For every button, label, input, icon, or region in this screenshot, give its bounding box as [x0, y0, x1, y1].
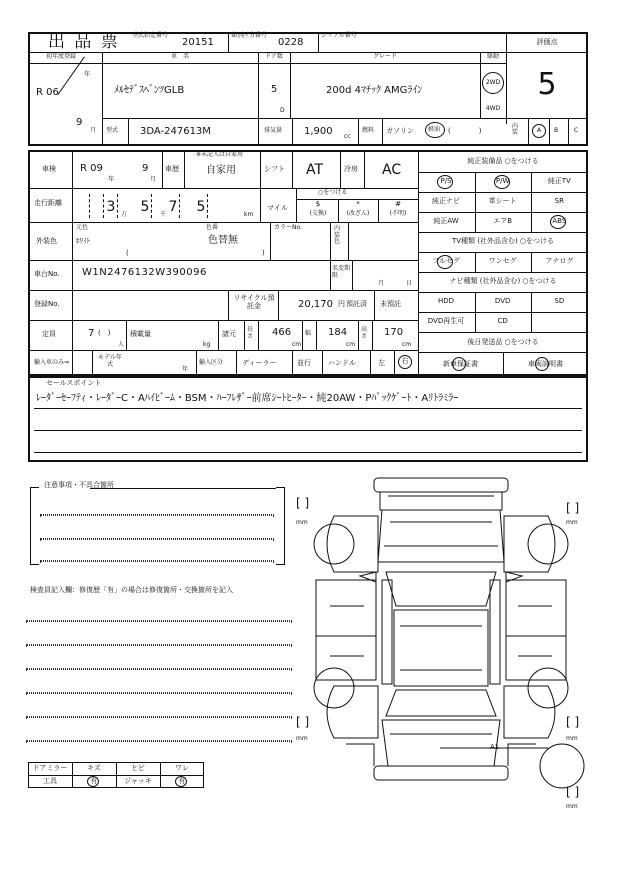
divider	[531, 312, 532, 332]
equipment-item: フルセグ	[432, 257, 460, 265]
divider	[418, 272, 588, 273]
ac: AC	[382, 162, 402, 178]
parallel: 並行	[297, 359, 311, 367]
model-year-label: モデル年式	[98, 354, 122, 369]
handle-left: 左	[378, 359, 385, 367]
divider	[318, 32, 319, 52]
later-manual-circle	[535, 357, 549, 371]
doors-label: ドア数	[265, 53, 283, 60]
unit-sen: 千	[160, 211, 167, 218]
cc-unit: cc	[344, 133, 351, 140]
first-reg-label: 初年度登録	[46, 53, 77, 60]
mileage-digit: 5	[196, 199, 206, 215]
height-label: 高さ	[361, 326, 368, 341]
sales-label: セールスポイント	[46, 379, 102, 387]
divider	[475, 192, 476, 212]
divider	[394, 350, 395, 376]
divider	[92, 350, 93, 376]
divider	[258, 52, 259, 146]
divider	[260, 188, 261, 222]
divider	[568, 118, 569, 146]
divider	[196, 350, 197, 376]
divider	[418, 192, 588, 193]
tamper-symbol: *	[356, 200, 360, 208]
caution-bracket-right	[276, 487, 285, 565]
tools-header: ヒビ	[131, 764, 145, 772]
inspector-label: 検査員記入欄：修復歴「有」の場合は修復箇所・交換箇所を記入	[30, 586, 233, 594]
first-reg-month-unit: 月	[90, 127, 97, 134]
equipment-item: SD	[554, 297, 565, 305]
name-change-month: 月	[378, 280, 385, 287]
divider	[28, 290, 418, 291]
mm-label: mm	[296, 519, 308, 526]
recycle-label: リサイクル預託金	[233, 294, 275, 311]
divider	[531, 172, 532, 192]
tools-circle	[175, 776, 187, 787]
bracket-marker: [ ]	[566, 785, 580, 799]
divider	[475, 312, 476, 332]
equipment-item: ワンセグ	[488, 257, 517, 265]
divider	[128, 118, 129, 146]
equipment-item: P/S	[440, 177, 452, 185]
tools-header: キズ	[87, 764, 101, 772]
recycle-unit: 円	[338, 300, 345, 308]
divider	[475, 172, 476, 192]
divider	[531, 292, 532, 312]
car-name-label: 車 名	[170, 53, 189, 60]
category: 0228	[278, 37, 304, 48]
handle-right: 右	[401, 357, 409, 365]
model-label: 型式	[106, 127, 119, 134]
divider	[531, 252, 532, 272]
bracket-marker: [ ]	[566, 715, 580, 729]
exchange-symbol: $	[315, 200, 321, 208]
tools-circle	[87, 776, 99, 787]
equipment-title: 純正装備品 ○をつける	[467, 157, 539, 165]
fuel-gasoline: ガソリン	[386, 127, 414, 135]
inspection-year: 年	[108, 176, 115, 183]
interior-a: A	[536, 127, 542, 134]
length: 466	[272, 327, 292, 338]
load-label: 積載量	[130, 330, 151, 338]
tv-title: TV種類 (社外品含む) ○をつける	[451, 237, 555, 245]
divider	[126, 320, 127, 350]
divider	[528, 118, 529, 146]
height: 170	[384, 327, 404, 338]
divider	[26, 740, 292, 742]
equipment-item: CD	[497, 317, 508, 325]
divider	[292, 118, 293, 146]
mm-label: mm	[566, 803, 578, 810]
divider	[26, 620, 292, 622]
grade-eval-label: 評価点	[536, 38, 558, 46]
mileage-label: 走行距離	[34, 199, 62, 207]
orig-color-sub: 元色	[76, 224, 89, 231]
tools-cell: 有	[178, 777, 186, 785]
divider	[34, 430, 582, 431]
reg-label: 登録No.	[34, 300, 60, 308]
name-change-day: 日	[406, 280, 413, 287]
later-warranty-circle	[452, 357, 466, 371]
history: 自家用	[206, 165, 236, 176]
divider	[506, 52, 588, 53]
dims-label: 諸元	[222, 330, 236, 338]
divider	[26, 692, 292, 694]
equipment-item: P/W	[495, 177, 510, 185]
equipment-item: DVD再生可	[427, 317, 465, 325]
first-reg-month: 9	[76, 117, 83, 128]
divider	[418, 232, 588, 233]
grade: 200d 4ﾏﾁｯｸ AMGﾗｲﾝ	[326, 85, 423, 96]
later-manual: 車両説明書	[528, 360, 563, 368]
mileage-digit: 3	[106, 199, 116, 215]
orig-color-label: 外装色	[36, 237, 57, 245]
equipment-item: SR	[554, 197, 564, 205]
divider	[228, 290, 229, 320]
divider	[26, 668, 292, 670]
caution-label: 注意事項・不具合箇所	[44, 481, 114, 489]
divider	[26, 644, 292, 646]
divider	[374, 290, 375, 320]
caution-bracket-left	[30, 487, 39, 565]
divider	[34, 408, 582, 409]
color-change: 色替無	[208, 235, 238, 246]
divider	[28, 63, 506, 64]
import-cat-label: 輸入区分	[199, 359, 224, 366]
divider	[340, 150, 341, 188]
chassis: W1N2476132W390096	[82, 267, 207, 278]
mm-label: mm	[566, 519, 578, 526]
later-warranty: 新車保証書	[443, 360, 478, 368]
divider	[549, 118, 550, 146]
a1-label: A1	[490, 743, 500, 751]
tools-cell: ジャッキ	[124, 777, 152, 785]
equipment-item: 純正ナビ	[432, 197, 460, 205]
unknown-symbol: #	[395, 200, 401, 208]
displacement-label: 排気量	[264, 127, 283, 134]
equipment-item: アナログ	[545, 257, 574, 265]
inspection-month-unit: 月	[150, 176, 157, 183]
divider	[228, 32, 229, 52]
equipment-item: 純正AW	[433, 217, 459, 225]
fuel-label: 燃料	[362, 127, 375, 134]
interior-label: 内装	[512, 123, 519, 136]
unit-man: 万	[121, 211, 128, 218]
width-label: 幅	[305, 330, 312, 337]
model: 3DA-247613M	[140, 126, 211, 137]
divider	[28, 188, 418, 189]
divider	[358, 118, 359, 146]
shift: AT	[306, 162, 324, 178]
history-note: ※未記入は自家用	[196, 151, 244, 158]
divider	[40, 560, 274, 562]
tools-cell: 工具	[43, 777, 57, 785]
divider	[102, 52, 103, 146]
mile-label: マイル	[267, 204, 288, 212]
dealer: ディーラー	[242, 359, 277, 367]
recycle-paid: 預託済	[346, 300, 367, 308]
drive-4wd: 4WD	[485, 105, 501, 112]
interior-b: B	[554, 127, 559, 134]
divider	[322, 350, 323, 376]
width: 184	[328, 327, 348, 338]
mileage-digit: 7	[168, 199, 178, 215]
divider	[28, 222, 418, 223]
divider	[348, 222, 349, 260]
divider	[258, 320, 259, 350]
divider	[418, 332, 588, 333]
divider	[364, 150, 365, 188]
tools-header: ワレ	[175, 764, 189, 772]
divider	[418, 312, 588, 313]
history-label: 車歴	[165, 165, 179, 173]
divider	[330, 260, 331, 290]
divider	[475, 292, 476, 312]
divider	[40, 514, 274, 516]
divider	[292, 150, 293, 188]
type-designation-label: 型式指定番号	[132, 32, 169, 39]
divider	[418, 172, 588, 173]
serial-label: シリアル番号	[321, 32, 357, 39]
model-year-unit: 年	[182, 366, 189, 373]
shift-label: シフト	[264, 165, 285, 173]
form-title: 出 品 票	[48, 32, 120, 52]
drive-label: 駆動	[486, 53, 499, 60]
divider	[244, 320, 245, 350]
displacement: 1,900	[304, 126, 333, 137]
capacity-label: 定員	[42, 330, 56, 338]
divider	[418, 292, 588, 293]
equipment-item: DVD	[494, 297, 511, 305]
divider	[184, 150, 185, 188]
ac-label: 冷房	[344, 165, 358, 173]
chassis-label: 車台No.	[34, 270, 60, 278]
divider	[382, 118, 383, 146]
divider	[506, 118, 588, 119]
grade-eval-score: 5	[537, 67, 557, 102]
recycle-unpaid: 未預託	[380, 300, 401, 308]
bracket-marker: [ ]	[566, 501, 580, 515]
color-paren-close: )	[262, 249, 265, 257]
divider	[162, 150, 163, 188]
length-label: 長さ	[247, 326, 254, 341]
mileage-digit-box	[76, 194, 90, 218]
mileage-digit: 5	[140, 199, 150, 215]
equipment-circle	[437, 175, 453, 189]
mm-label: mm	[566, 735, 578, 742]
divider	[290, 52, 291, 118]
divider	[72, 762, 73, 788]
sales-box	[28, 376, 588, 462]
divider	[28, 320, 418, 321]
height-cm: cm	[402, 341, 412, 348]
divider	[370, 350, 371, 376]
divider	[40, 538, 274, 540]
divider	[278, 290, 279, 320]
grade-label: グレード	[372, 53, 397, 60]
door-type: D	[280, 107, 285, 114]
car-name: ﾒﾙｾﾃﾞｽﾍﾞﾝﾂGLB	[114, 85, 185, 96]
unit-km: km	[244, 211, 254, 218]
divider	[475, 212, 476, 232]
first-reg-era: R 06	[36, 87, 59, 98]
divider	[352, 260, 353, 290]
capacity-unit: 人	[118, 341, 125, 348]
divider	[218, 320, 219, 350]
equipment-item: 革シート	[488, 197, 517, 205]
type-designation: 20151	[182, 37, 214, 48]
divider	[28, 260, 418, 261]
divider	[90, 488, 276, 489]
divider	[26, 716, 292, 718]
divider	[372, 320, 373, 350]
doors: 5	[271, 84, 278, 95]
divider	[418, 212, 588, 213]
name-change-label: 名変期限	[332, 265, 351, 280]
inspection-month: 9	[142, 163, 149, 174]
mileage-digit-box	[90, 194, 104, 218]
fuel-other: ( )	[448, 127, 482, 135]
divider	[292, 350, 293, 376]
inspection-era: R 09	[80, 163, 103, 174]
color-no-label2: カラーNo.	[274, 224, 302, 231]
sales-text: ﾚｰﾀﾞｰｾｰﾌﾃｨ・ﾚｰﾀﾞｰC・Aﾊｲﾋﾞｰﾑ・BSM・ﾊｰﾌﾚｻﾞｰ前席ｼｰﾄﾋｰﾀｰ・純20AW・Pﾊﾞｯｸｹﾞｰﾄ・Aﾘﾄﾗﾐﾗｰ	[36, 393, 459, 404]
divider	[34, 452, 582, 453]
exchange: (交換)	[309, 210, 327, 217]
later-title: 後日発送品 ○をつける	[467, 338, 539, 346]
inspection-label: 車検	[42, 165, 56, 173]
load-unit: kg	[203, 341, 211, 348]
navi-title: ナビ種類 (社外品含む) ○をつける	[449, 277, 557, 285]
equipment-circle	[494, 175, 510, 189]
color-paren: (	[126, 249, 129, 257]
divider	[270, 222, 271, 260]
divider	[236, 350, 237, 376]
drive-2wd: 2WD	[485, 79, 501, 86]
divider	[260, 150, 261, 188]
equipment-item: エアB	[493, 217, 513, 225]
divider	[302, 320, 303, 350]
divider	[531, 212, 532, 232]
fuel-diesel: 軽油	[428, 126, 441, 133]
car-diagram	[290, 476, 600, 816]
tamper: (改ざん)	[346, 210, 370, 217]
divider	[296, 188, 297, 222]
orig-color: ﾎﾜｲﾄ	[76, 237, 90, 245]
tools-cell: 有	[90, 777, 98, 785]
equipment-item: HDD	[437, 297, 455, 305]
color-no-label: 色番	[206, 224, 219, 231]
handle-label: ハンドル	[328, 359, 356, 367]
interior-color-label: 内装色	[334, 225, 341, 246]
divider	[358, 320, 359, 350]
equipment-item: ABS	[552, 217, 567, 225]
divider	[160, 762, 161, 788]
unknown: (不明)	[389, 210, 407, 217]
equipment-circle	[437, 255, 453, 269]
divider	[116, 762, 117, 788]
bracket-marker: [ ]	[296, 496, 310, 510]
capacity: 7	[88, 328, 95, 339]
mm-label: mm	[296, 735, 308, 742]
length-cm: cm	[292, 341, 302, 348]
recycle: 20,170	[298, 299, 333, 310]
first-reg-year-unit: 年	[84, 71, 91, 78]
category-label: 類別区分番号	[231, 32, 268, 39]
attach-note: ○をつける	[318, 189, 348, 196]
import-label: 輸入車のみ⇒	[34, 359, 70, 366]
divider	[316, 320, 317, 350]
bracket-marker: [ ]	[296, 715, 310, 729]
divider	[28, 350, 418, 351]
divider	[72, 150, 73, 376]
divider	[102, 118, 506, 119]
divider	[330, 222, 331, 260]
divider	[475, 252, 476, 272]
divider	[531, 192, 532, 212]
width-cm: cm	[346, 341, 356, 348]
equipment-item: 純正TV	[547, 177, 571, 185]
tools-header: ドアミラー	[32, 764, 68, 772]
interior-c: C	[574, 127, 579, 134]
capacity-paren: ( )	[98, 329, 111, 337]
divider	[418, 252, 588, 253]
